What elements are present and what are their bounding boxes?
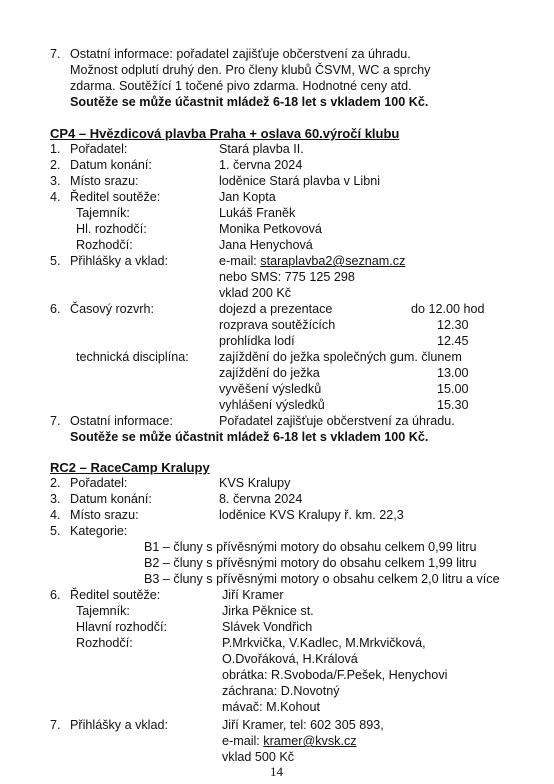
rc2-row-value: 8. června 2024 xyxy=(219,492,303,506)
cp4-row-label: Ředitel soutěže: xyxy=(70,190,161,204)
cp4-row-num: 1. xyxy=(50,142,61,156)
cp4-row-label: Datum konání: xyxy=(70,158,152,172)
schedule-item-name: rozprava soutěžících xyxy=(219,318,336,332)
rc2-entries-label: Přihlášky a vklad: xyxy=(70,718,168,732)
schedule-item-time: 12.45 xyxy=(437,334,469,348)
tech-item-time: 15.00 xyxy=(437,382,469,396)
cp4-row-label: Hl. rozhodčí: xyxy=(76,222,147,236)
rc2-row-label: Pořadatel: xyxy=(70,476,128,490)
tech-item-name: vyvěšení výsledků xyxy=(219,382,322,396)
rc2-official-value: Jiří Kramer xyxy=(222,588,284,602)
rc2-officials-num: 6. xyxy=(50,588,61,602)
rc2-categories-label: Kategorie: xyxy=(70,524,128,538)
cp4-row-num: 2. xyxy=(50,158,61,172)
rc2-email-link[interactable]: kramer@kvsk.cz xyxy=(263,734,357,748)
intro-line: Ostatní informace: pořadatel zajišťuje občerstvení za úhradu. xyxy=(70,47,411,61)
cp4-row-value: loděnice Stará plavba v Libni xyxy=(219,174,381,188)
cp4-row-label: Rozhodčí: xyxy=(76,238,133,252)
tech-item-time: 15.30 xyxy=(437,398,469,412)
category-item: B1 – čluny s přívěsnými motory do obsahu celkem 0,99 litru xyxy=(144,540,477,554)
cp4-email-link[interactable]: staraplavba2@seznam.cz xyxy=(260,254,406,268)
rc2-email-line xyxy=(222,734,357,749)
rc2-entries-num: 7. xyxy=(50,718,61,732)
rc2-row-value: KVS Kralupy xyxy=(219,476,291,490)
cp4-row-value: Stará plavba II. xyxy=(219,142,304,156)
rc2-entries-contact: Jiří Kramer, tel: 602 305 893, xyxy=(222,718,384,732)
schedule-item-name: prohlídka lodí xyxy=(219,334,295,348)
rc2-row-num: 3. xyxy=(50,492,61,506)
rc2-categories-num: 5. xyxy=(50,524,61,538)
cp4-email-line xyxy=(219,254,405,269)
rc2-official-more: záchrana: D.Novotný xyxy=(222,684,340,698)
rc2-official-value: Jirka Pěknice st. xyxy=(222,604,314,618)
schedule-item-time: do 12.00 hod xyxy=(411,302,485,316)
cp4-row-label: Místo srazu: xyxy=(70,174,139,188)
rc2-official-more: mávač: M.Kohout xyxy=(222,700,320,714)
rc2-row-label: Datum konání: xyxy=(70,492,152,506)
cp4-tech-label: technická disciplína: xyxy=(76,350,189,364)
tech-item-time: 13.00 xyxy=(437,366,469,380)
cp4-other-num: 7. xyxy=(50,414,61,428)
intro-line: zdarma. Soutěžící 1 točené pivo zdarma. Hodnotné ceny atd. xyxy=(70,79,412,93)
rc2-email-prefix: e-mail: xyxy=(222,734,264,748)
rc2-fee: vklad 500 Kč xyxy=(222,750,295,764)
cp4-sms: nebo SMS: 775 125 298 xyxy=(219,270,355,284)
page-number: 14 xyxy=(270,764,283,779)
rc2-row-num: 2. xyxy=(50,476,61,490)
cp4-row-value: Jana Henychová xyxy=(219,238,313,252)
tech-item-name: vyhlášení výsledků xyxy=(219,398,325,412)
cp4-other-value: Pořadatel zajišťuje občerstvení za úhradu. xyxy=(219,414,455,428)
rc2-official-value: P.Mrkvička, V.Kadlec, M.Mrkvičková, xyxy=(222,636,426,650)
cp4-fee: vklad 200 Kč xyxy=(219,286,292,300)
category-item: B2 – čluny s přívěsnými motory do obsahu celkem 1,99 litru xyxy=(144,556,477,570)
tech-item-name: zajíždění do ježka xyxy=(219,366,320,380)
cp4-entries-num: 5. xyxy=(50,254,61,268)
cp4-heading: CP4 – Hvězdicová plavba Praha + oslava 60.výročí klubu xyxy=(50,126,400,141)
cp4-row-num: 3. xyxy=(50,174,61,188)
rc2-official-more: O.Dvořáková, H.Králová xyxy=(222,652,358,666)
intro-item-number: 7. xyxy=(50,47,61,61)
tech-item-name: zajíždění do ježka společných gum. člunem xyxy=(219,350,462,364)
cp4-youth-note: Soutěže se může účastnit mládež 6-18 let s vkladem 100 Kč. xyxy=(70,430,429,444)
rc2-official-label: Rozhodčí: xyxy=(76,636,133,650)
cp4-row-value: Lukáš Franěk xyxy=(219,206,296,220)
cp4-row-value: Jan Kopta xyxy=(219,190,276,204)
intro-youth-note: Soutěže se může účastnit mládež 6-18 let s vkladem 100 Kč. xyxy=(70,95,429,109)
cp4-email-prefix: e-mail: xyxy=(219,254,261,268)
rc2-heading: RC2 – RaceCamp Kralupy xyxy=(50,460,210,475)
cp4-row-label: Pořadatel: xyxy=(70,142,128,156)
schedule-item-name: dojezd a prezentace xyxy=(219,302,333,316)
cp4-other-label: Ostatní informace: xyxy=(70,414,173,428)
cp4-schedule-num: 6. xyxy=(50,302,61,316)
rc2-official-more: obrátka: R.Svoboda/F.Pešek, Henychovi xyxy=(222,668,448,682)
rc2-official-label: Ředitel soutěže: xyxy=(70,588,161,602)
rc2-row-value: loděnice KVS Kralupy ř. km. 22,3 xyxy=(219,508,404,522)
cp4-row-value: Monika Petkovová xyxy=(219,222,322,236)
cp4-entries-label: Přihlášky a vklad: xyxy=(70,254,168,268)
rc2-official-value: Slávek Vondřich xyxy=(222,620,313,634)
rc2-official-label: Hlavní rozhodčí: xyxy=(76,620,167,634)
rc2-row-num: 4. xyxy=(50,508,61,522)
category-item: B3 – čluny s přívěsnými motory o obsahu celkem 2,0 litru a více xyxy=(144,572,500,586)
schedule-item-time: 12.30 xyxy=(437,318,469,332)
cp4-schedule-label: Časový rozvrh: xyxy=(70,302,154,316)
intro-line: Možnost odplutí druhý den. Pro členy klubů ČSVM, WC a sprchy xyxy=(70,63,431,77)
cp4-row-label: Tajemník: xyxy=(76,206,130,220)
rc2-official-label: Tajemník: xyxy=(76,604,130,618)
cp4-row-value: 1. června 2024 xyxy=(219,158,303,172)
cp4-row-num: 4. xyxy=(50,190,61,204)
rc2-row-label: Místo srazu: xyxy=(70,508,139,522)
